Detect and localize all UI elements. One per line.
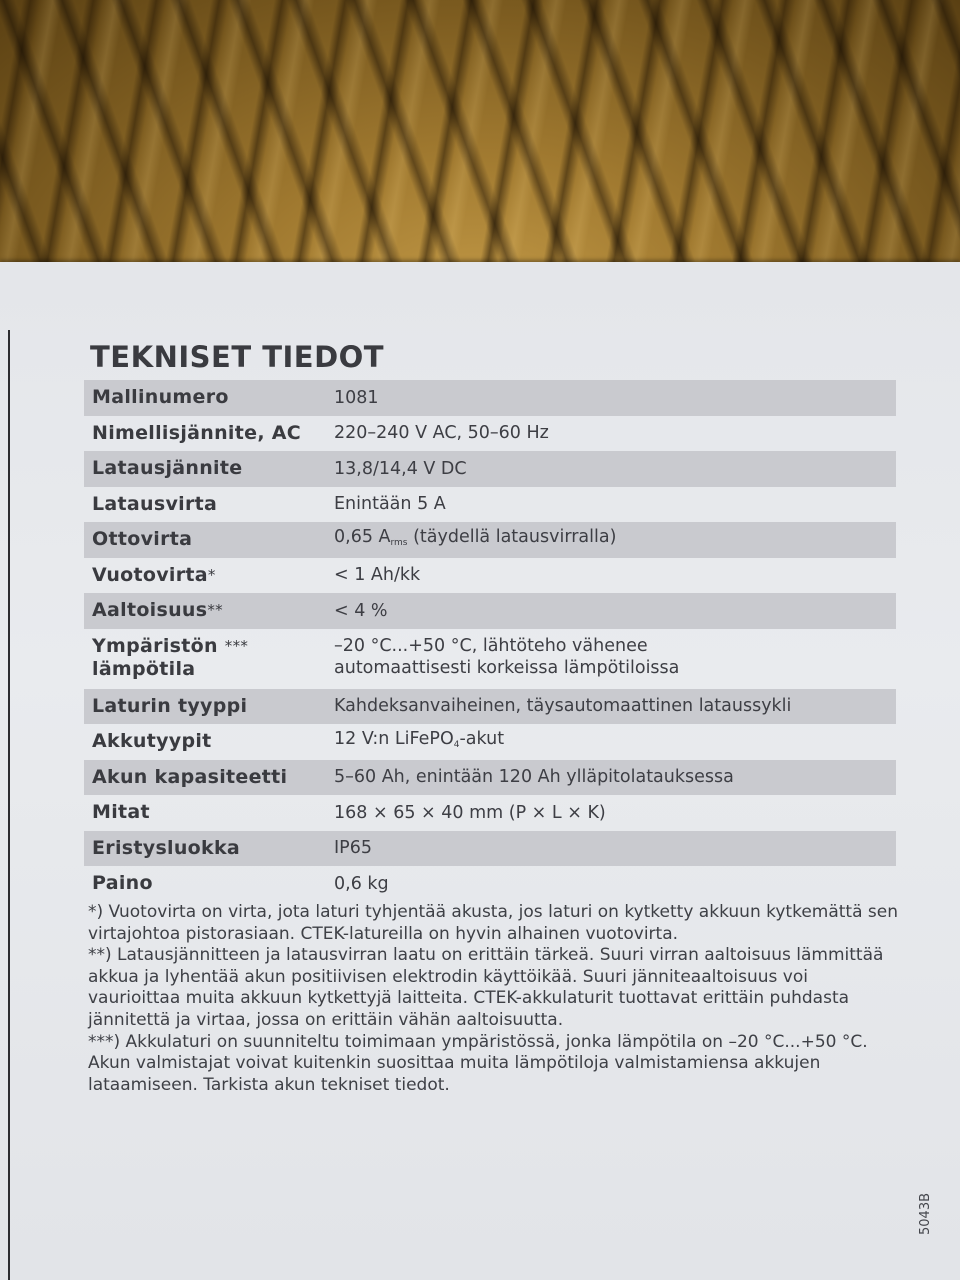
spec-value: IP65 [334,838,372,859]
spec-value [328,728,896,756]
document-code: 5043B [918,1192,933,1235]
spec-label: Paino [92,872,153,895]
spec-row-ambient-temperature [84,629,896,689]
spec-value [328,526,896,554]
spec-value: 0,6 kg [334,873,389,894]
footnote-3: ***) Akkulaturi on suunniteltu toimimaan ympäristössä, jonka lämpötila on –20 °C...+50 °C. Akun valmistajat voivat kuitenkin suosittaa muita lämpötiloja valmistamiensa akkujen lataamiseen. Tarkista akun tekniset tiedot. [88,1031,868,1095]
footnotes [88,902,898,1096]
spec-row-dimensions [84,795,896,831]
label-text-line1: Ympäristön [92,634,218,657]
spec-label: Laturin tyyppi [92,694,248,717]
spec-label: Latausjännite [92,457,243,480]
spec-row-insulation-class [84,831,896,867]
spec-row-input-current [84,522,896,558]
spec-label: Latausvirta [92,492,218,515]
spec-label: Ottovirta [92,528,193,551]
spec-row-charge-current [84,487,896,523]
value-line2: automaattisesti korkeissa lämpötiloissa [334,657,680,678]
page-title: TEKNISET TIEDOT [90,340,385,374]
spec-table [84,380,896,902]
page-margin-line [8,330,10,1280]
footnote-2: **) Latausjännitteen ja latausvirran laatu on erittäin tärkeä. Suuri virran aaltoisuus lämmittää akkua ja lyhentää akun positiivisen elektrodin käyttöikää. Suuri jänniteaaltoisuus voi vaurioittaa muita akkuun kytkettyjä laitteita. CTEK-akkulaturit tuottavat erittäin puhdasta jännitettä ja virtaa, jossa on erittäin vähän aaltoisuutta. [88,945,884,1030]
value-subscript: rms [390,537,408,548]
spec-row-nominal-voltage [84,416,896,452]
value-main: 0,65 A [334,526,391,547]
value-rest: -akut [459,728,505,749]
value-rest: (täydellä latausvirralla) [407,526,617,547]
spec-row-charge-voltage [84,451,896,487]
spec-value: 13,8/14,4 V DC [334,458,467,479]
footnote-mark: *** [224,636,249,655]
spec-row-charger-type [84,689,896,725]
value-subscript: 4 [453,739,460,750]
spec-label: Nimellisjännite, AC [92,421,301,444]
spec-value: 168 × 65 × 40 mm (P × L × K) [334,802,606,823]
spec-value: < 4 % [334,600,388,621]
spec-value: 220–240 V AC, 50–60 Hz [334,423,549,444]
footnote-mark: * [207,565,216,584]
value-line1: –20 °C...+50 °C, lähtöteho vähenee [334,635,648,656]
spec-value: Kahdeksanvaiheinen, täysautomaattinen lataussykli [334,696,792,717]
spec-label: Mitat [92,801,150,824]
label-text-line2: lämpötila [92,657,196,680]
spec-value: 5–60 Ah, enintään 120 Ah ylläpitolatauksessa [334,767,734,788]
label-text: Vuotovirta [92,563,208,586]
spec-row-battery-capacity [84,760,896,796]
spec-label [84,599,328,622]
spec-value: < 1 Ah/kk [334,565,421,586]
spec-row-ripple [84,593,896,629]
spec-row-back-drain [84,558,896,594]
label-text: Aaltoisuus [92,599,208,622]
spec-value: 1081 [334,387,379,408]
spec-label: Mallinumero [92,386,229,409]
spec-value: Enintään 5 A [334,494,446,515]
spec-label [84,635,328,681]
spec-row-model [84,380,896,416]
velvet-folds [0,0,960,280]
spec-row-battery-types [84,724,896,760]
footnote-mark: ** [207,601,223,620]
spec-value [328,635,896,679]
spec-label [84,564,328,587]
footnote-1: *) Vuotovirta on virta, jota laturi tyhjentää akusta, jos laturi on kytketty akkuun kytkemättä sen virtajohtoa pistorasiaan. CTEK-latureilla on hyvin alhainen vuotovirta. [88,902,898,944]
value-main: 12 V:n LiFePO [334,728,454,749]
spec-row-weight [84,866,896,902]
spec-label: Eristysluokka [92,836,241,859]
spec-label: Akkutyypit [92,730,212,753]
spec-label: Akun kapasiteetti [92,765,288,788]
